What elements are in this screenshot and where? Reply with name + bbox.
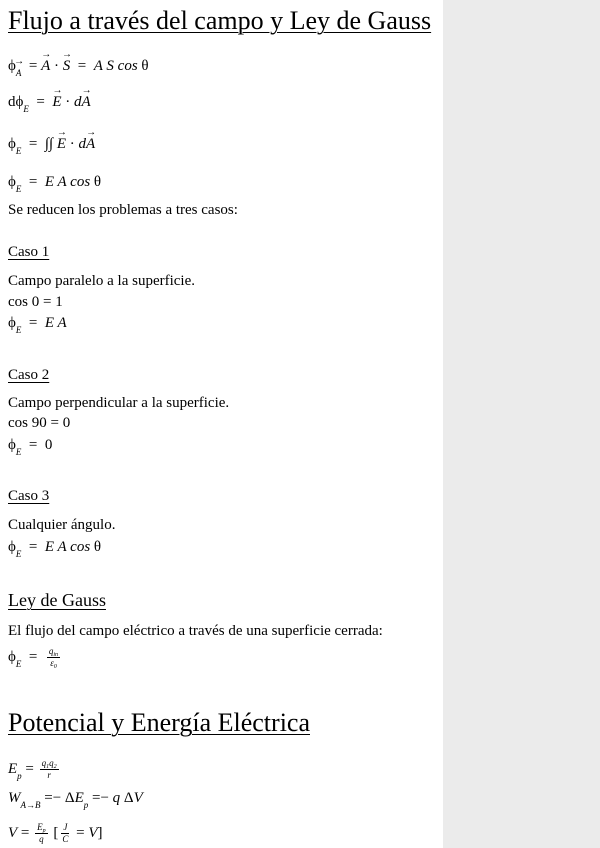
equation-potential-energy: $E_p$ = $\frac{q_1q_2}{r}$ xyxy=(8,758,57,781)
gauss-description: El flujo del campo eléctrico a través de una superficie cerrada: xyxy=(8,623,383,639)
case2-title: Caso 2 xyxy=(8,367,50,383)
equation-potential: V = $\frac{E_p}{q}$ [ $\frac{J}{C}$ = V] xyxy=(8,822,103,844)
case3-description: Cualquier ángulo. xyxy=(8,517,116,533)
equation-flux-cos: $\phi_E = E$ A cos θ xyxy=(8,174,102,194)
case1-description: Campo paralelo a la superficie. xyxy=(8,273,196,289)
equation-case3: $\phi_E = E$ A cos θ xyxy=(8,539,102,559)
equation-flux-integral: $\phi_E$ = ∫∫ → E · d→ A xyxy=(8,134,95,154)
equation-case2: $\phi_E = 0$ xyxy=(8,437,53,457)
case2-cos: cos 90 = 0 xyxy=(8,415,71,431)
case1-cos: cos 0 = 1 xyxy=(8,294,63,310)
reduce-text: Se reducen los problemas a tres casos: xyxy=(8,202,238,218)
equation-flux-vector: $\phi_A$ = → A · → S = A S cos θ xyxy=(8,56,149,76)
equation-case1: $\phi_E = E$ A xyxy=(8,315,67,335)
equation-work: $W_{A\to B} =- \Delta E_p =- q$ ΔV xyxy=(8,790,143,810)
potential-title: Potencial y Energía Eléctrica xyxy=(8,708,310,737)
case1-title: Caso 1 xyxy=(8,244,50,260)
case2-description: Campo perpendicular a la superficie. xyxy=(8,395,230,411)
case3-title: Caso 3 xyxy=(8,488,50,504)
gauss-title: Ley de Gauss xyxy=(8,590,106,610)
equation-gauss: $\phi_E$ = $\frac{q_{in}}{\varepsilon_0}$ xyxy=(8,646,59,670)
equation-flux-differential: $d\phi_E$ = → E · d→ A xyxy=(8,92,91,112)
flux-title: Flujo a través del campo y Ley de Gauss xyxy=(8,6,432,35)
